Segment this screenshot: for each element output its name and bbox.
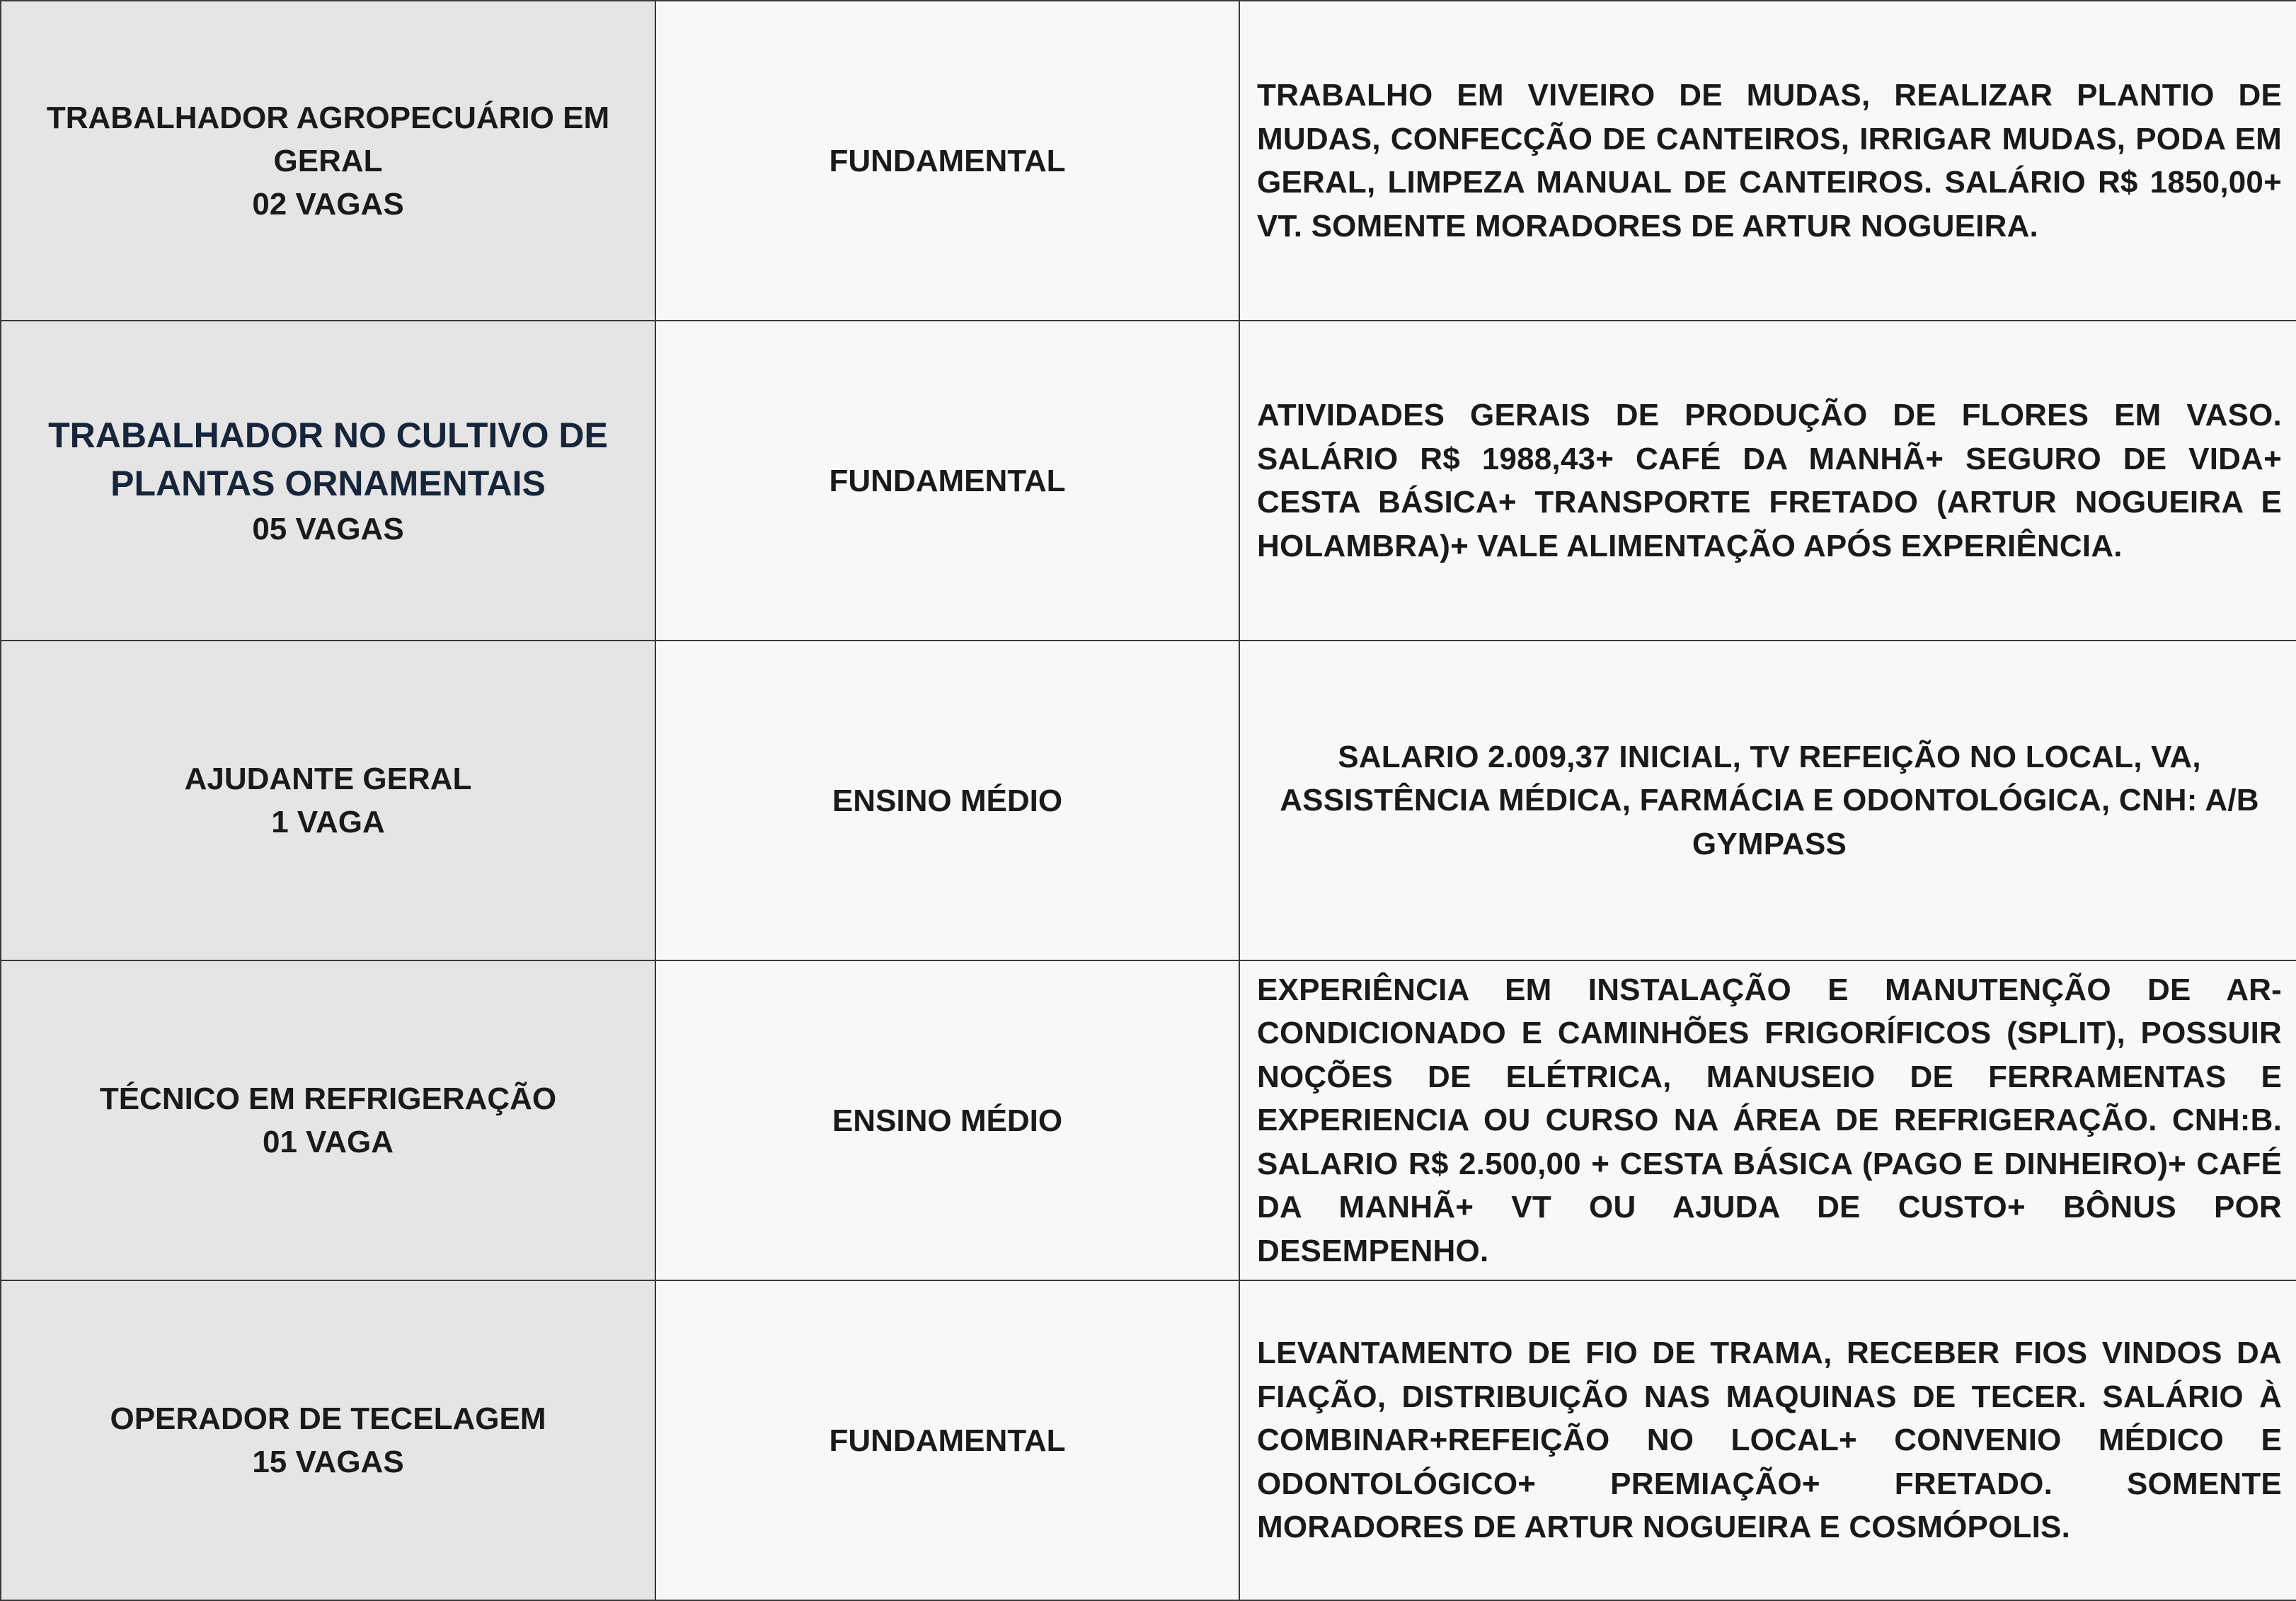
description-cell [1239, 1280, 2296, 1600]
table-row [1, 1, 2296, 321]
education-level: ENSINO MÉDIO [832, 1103, 1063, 1138]
job-description: EXPERIÊNCIA EM INSTALAÇÃO E MANUTENÇÃO DE AR-CONDICIONADO E CAMINHÕES FRIGORÍFICOS (SPLIT), POSSUIR NOÇÕES DE ELÉTRICA, MANUSEIO DE FERRAMENTAS E EXPERIENCIA OU CURSO NA ÁREA DE REFRIGERAÇÃO. CNH:B. SALARIO R$ 2.500,00 + CESTA BÁSICA (PAGO E DINHEIRO)+ CAFÉ DA MANHÃ+ VT OU AJUDA DE CUSTO+ BÔNUS POR DESEMPENHO. [1257, 972, 2282, 1268]
education-cell [655, 1280, 1239, 1600]
job-description: LEVANTAMENTO DE FIO DE TRAMA, RECEBER FIOS VINDOS DA FIAÇÃO, DISTRIBUIÇÃO NAS MAQUINAS DE TECER. SALÁRIO À COMBINAR+REFEIÇÃO NO LOCAL+ CONVENIO MÉDICO E ODONTOLÓGICO+ PREMIAÇÃO+ FRETADO. SOMENTE MORADORES DE ARTUR NOGUEIRA E COSMÓPOLIS. [1257, 1336, 2282, 1545]
education-cell [655, 960, 1239, 1280]
description-cell [1239, 321, 2296, 641]
vacancy-count: 05 VAGAS [252, 511, 404, 546]
job-title-cell [1, 321, 655, 641]
job-title-cell [1, 1, 655, 321]
job-description: ATIVIDADES GERAIS DE PRODUÇÃO DE FLORES EM VASO. SALÁRIO R$ 1988,43+ CAFÉ DA MANHÃ+ SEGURO DE VIDA+ CESTA BÁSICA+ TRANSPORTE FRETADO (ARTUR NOGUEIRA E HOLAMBRA)+ VALE ALIMENTAÇÃO APÓS EXPERIÊNCIA. [1257, 398, 2282, 563]
job-description: SALARIO 2.009,37 INICIAL, TV REFEIÇÃO NO LOCAL, VA, ASSISTÊNCIA MÉDICA, FARMÁCIA E ODONTOLÓGICA, CNH: A/B GYMPASS [1280, 739, 2259, 861]
table-row [1, 1280, 2296, 1600]
job-title-cell [1, 641, 655, 960]
table-row [1, 321, 2296, 641]
job-title-cell [1, 1280, 655, 1600]
table-row [1, 641, 2296, 960]
table-row [1, 960, 2296, 1280]
vacancy-count: 1 VAGA [271, 805, 385, 839]
job-title: TRABALHADOR AGROPECUÁRIO EM GERAL [46, 100, 610, 178]
education-cell [655, 641, 1239, 960]
education-cell [655, 321, 1239, 641]
education-level: ENSINO MÉDIO [832, 783, 1063, 818]
job-title: AJUDANTE GERAL [184, 762, 472, 796]
education-cell [655, 1, 1239, 321]
vacancy-count: 02 VAGAS [252, 186, 404, 222]
job-description: TRABALHO EM VIVEIRO DE MUDAS, REALIZAR PLANTIO DE MUDAS, CONFECÇÃO DE CANTEIROS, IRRIGAR MUDAS, PODA EM GERAL, LIMPEZA MANUAL DE CANTEIROS. SALÁRIO R$ 1850,00+ VT. SOMENTE MORADORES DE ARTUR NOGUEIRA. [1257, 78, 2282, 243]
description-cell [1239, 641, 2296, 960]
job-title: TRABALHADOR NO CULTIVO DE PLANTAS ORNAMENTAIS [48, 415, 608, 503]
education-level: FUNDAMENTAL [829, 463, 1066, 498]
vacancy-count: 15 VAGAS [252, 1445, 404, 1479]
vacancy-count: 01 VAGA [262, 1125, 394, 1159]
job-title: TÉCNICO EM REFRIGERAÇÃO [99, 1081, 557, 1116]
job-title-cell [1, 960, 655, 1280]
description-cell [1239, 1, 2296, 321]
job-title: OPERADOR DE TECELAGEM [110, 1401, 546, 1436]
education-level: FUNDAMENTAL [829, 1423, 1066, 1458]
description-cell [1239, 960, 2296, 1280]
education-level: FUNDAMENTAL [829, 143, 1066, 178]
